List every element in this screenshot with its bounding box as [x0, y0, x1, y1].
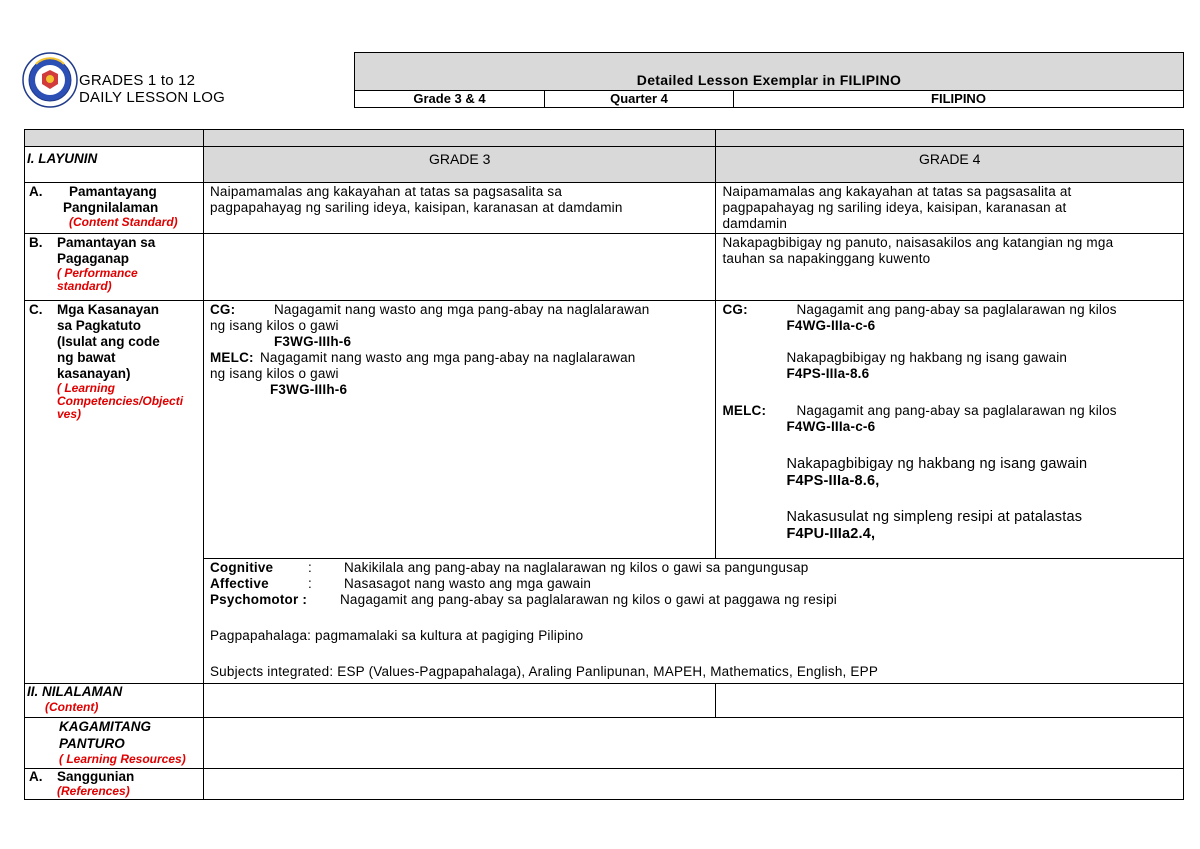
- sang-letter: A.: [29, 769, 43, 784]
- sang-sub: (References): [57, 784, 130, 798]
- row-c-grade4: [716, 301, 1184, 559]
- affective-label: Affective: [209, 576, 269, 591]
- affective-text: Nasasagot nang wasto ang mga gawain: [343, 576, 592, 591]
- g4-cg-code2: F4PS-IIIa-8.6: [786, 366, 870, 381]
- affective-colon: :: [307, 576, 312, 591]
- header-line2: DAILY LESSON LOG: [79, 89, 226, 106]
- c-label2: sa Pagkatuto: [57, 318, 142, 333]
- row-c-label: [25, 301, 204, 684]
- g4-melc-code2: F4PS-IIIa-8.6,: [786, 473, 880, 489]
- subjects-integrated: Subjects integrated: ESP (Values-Pagpapahalaga), Araling Panlipunan, MAPEH, Mathematics, English, EPP: [209, 664, 879, 679]
- lesson-table: [24, 129, 1184, 800]
- exemplar-title: Detailed Lesson Exemplar in FILIPINO: [636, 72, 902, 88]
- c-label1: Mga Kasanayan: [57, 302, 160, 317]
- a-g4-line1: Naipamamalas ang kakayahan at tatas sa pagsasalita at: [722, 184, 1072, 199]
- g3-melc-line1: Nagagamit nang wasto ang mga pang-abay na naglalarawan: [259, 350, 636, 365]
- g3-cg-line2: ng isang kilos o gawi: [209, 318, 339, 333]
- a-sub: (Content Standard): [69, 215, 178, 229]
- g4-cg-line1: Nagagamit ang pang-abay sa paglalarawan ng kilos: [796, 302, 1117, 317]
- header-line1: GRADES 1 to 12: [79, 72, 196, 89]
- row-sanggunian-label: [25, 769, 204, 800]
- a-g3-line1: Naipamamalas ang kakayahan at tatas sa pagsasalita sa: [209, 184, 563, 199]
- g4-melc-label: MELC:: [722, 403, 767, 418]
- b-label1: Pamantayan sa: [57, 235, 156, 250]
- g3-cg-line1: Nagagamit nang wasto ang mga pang-abay na naglalarawan: [273, 302, 650, 317]
- g3-melc-code: F3WG-IIIh-6: [269, 382, 348, 397]
- kagamitan-sub: ( Learning Resources): [59, 752, 186, 766]
- a-g4-line3: damdamin: [722, 216, 788, 231]
- g4-cg-label: CG:: [722, 302, 748, 317]
- header-table: [354, 52, 1184, 108]
- a-letter: A.: [29, 184, 43, 199]
- cognitive-text: Nakikilala ang pang-abay na naglalarawan ng kilos o gawi sa pangungusap: [343, 560, 809, 575]
- c-label4: ng bawat: [57, 350, 116, 365]
- cognitive-colon: :: [307, 560, 312, 575]
- quarter-cell: Quarter 4: [545, 91, 734, 108]
- row-kagamitan-label: [25, 718, 204, 769]
- row-a-grade3: [203, 183, 715, 234]
- cognitive-label: Cognitive: [209, 560, 274, 575]
- c-sub3: ves): [57, 407, 82, 421]
- nilalaman-sub: (Content): [45, 700, 99, 714]
- g3-melc-line2: ng isang kilos o gawi: [209, 366, 339, 381]
- subject-cell: FILIPINO: [734, 91, 1184, 108]
- psychomotor-label: Psychomotor :: [209, 592, 308, 607]
- g4-melc-line2: Nakapagbibigay ng hakbang ng isang gawain: [786, 456, 1088, 472]
- sang-label: Sanggunian: [57, 769, 135, 784]
- a-label1: Pamantayang: [69, 184, 157, 199]
- layunin-heading: I. LAYUNIN: [27, 151, 98, 166]
- c-sub2: Competencies/Objecti: [57, 394, 184, 408]
- g3-cg-label: CG:: [209, 302, 236, 317]
- a-g3-line2: pagpapahayag ng sariling ideya, kaisipan, karanasan at damdamin: [209, 200, 623, 215]
- grade-cell: Grade 3 & 4: [355, 91, 545, 108]
- deped-seal-icon: [22, 52, 78, 108]
- c-label3: (Isulat ang code: [57, 334, 160, 349]
- pagpapahalaga: Pagpapahalaga: pagmamalaki sa kultura at pagiging Pilipino: [209, 628, 584, 643]
- g4-melc-line1: Nagagamit ang pang-abay sa paglalarawan ng kilos: [796, 403, 1117, 418]
- nilalaman-heading: II. NILALAMAN: [27, 684, 123, 699]
- g4-cg-line2: Nakapagbibigay ng hakbang ng isang gawain: [786, 350, 1068, 365]
- b-sub1: ( Performance: [57, 266, 138, 280]
- b-label2: Pagaganap: [57, 251, 130, 266]
- grade4-heading: GRADE 4: [918, 151, 981, 167]
- b-g4-line2: tauhan sa napakinggang kuwento: [722, 251, 931, 266]
- row-b-grade4: [716, 234, 1184, 301]
- g3-melc-label: MELC:: [209, 350, 254, 365]
- psychomotor-text: Nagagamit ang pang-abay sa paglalarawan ng kilos o gawi at paggawa ng resipi: [339, 592, 837, 607]
- c-letter: C.: [29, 302, 43, 317]
- c-label5: kasanayan): [57, 366, 131, 381]
- kagamitan-line2: PANTURO: [59, 736, 125, 751]
- row-a-grade4: [716, 183, 1184, 234]
- row-a-label: [25, 183, 204, 234]
- c-sub1: ( Learning: [57, 381, 116, 395]
- row-b-label: [25, 234, 204, 301]
- b-letter: B.: [29, 235, 43, 250]
- g4-melc-code3: F4PU-IIIa2.4,: [786, 526, 876, 542]
- row-nilalaman-label: [25, 684, 204, 718]
- g4-melc-line3: Nakasusulat ng simpleng resipi at patalastas: [786, 509, 1083, 525]
- header-left-label: [79, 72, 349, 106]
- g4-cg-code1: F4WG-IIIa-c-6: [786, 318, 876, 333]
- row-c-grade3: [203, 301, 715, 559]
- g4-melc-code1: F4WG-IIIa-c-6: [786, 419, 876, 434]
- g3-cg-code: F3WG-IIIh-6: [273, 334, 352, 349]
- grade3-heading: GRADE 3: [428, 151, 491, 167]
- logo: [22, 52, 78, 108]
- b-sub2: standard): [57, 279, 112, 293]
- a-label2: Pangnilalaman: [63, 200, 159, 215]
- row-c-objectives: [203, 559, 1183, 684]
- kagamitan-line1: KAGAMITANG: [59, 719, 151, 734]
- b-g4-line1: Nakapagbibigay ng panuto, naisasakilos ang katangian ng mga: [722, 235, 1114, 250]
- a-g4-line2: pagpapahayag ng sariling ideya, kaisipan, karanasan at: [722, 200, 1067, 215]
